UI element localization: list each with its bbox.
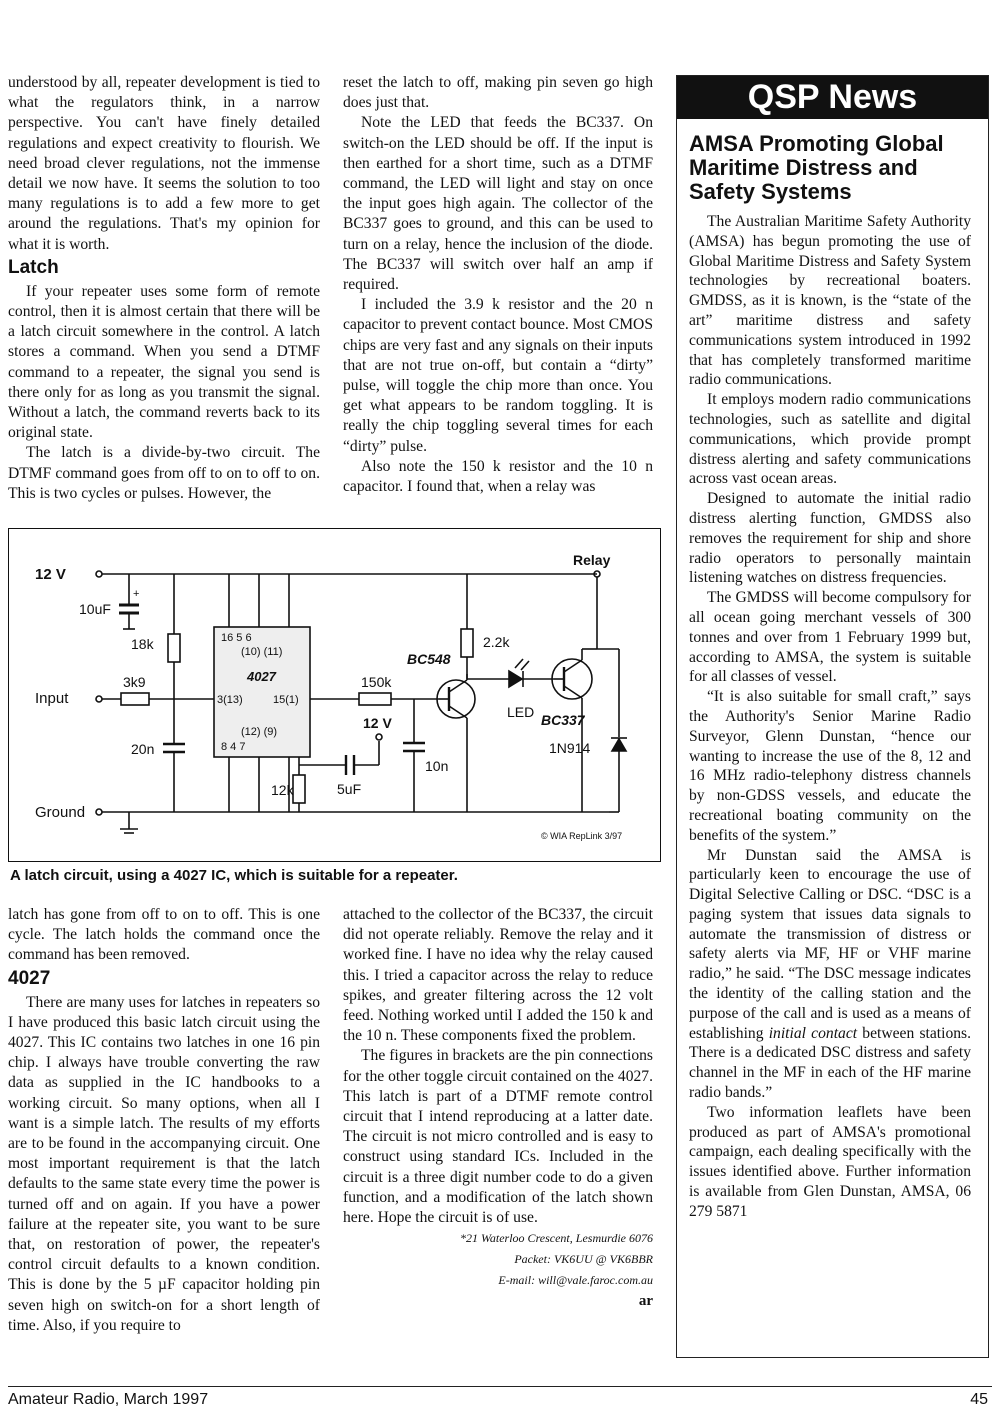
label-1n914: 1N914 xyxy=(549,740,591,756)
section-heading-4027: 4027 xyxy=(8,967,51,989)
text-run: Mr Dunstan said the AMSA is particularly keen to encourage the use of Digital Selective Calling or DSC. “DSC is a paging system that issues data signals to automate the transmission of distress or safety alerts via MF, HF or VHF marine radio,” he said. “The DSC message indicates the identity of the calling station and the purpose of the call and is used as a means of establishing xyxy=(689,846,971,1042)
terminal-12v-b xyxy=(376,734,382,740)
author-address: *21 Waterloo Crescent, Lesmurdie 6076 xyxy=(460,1231,653,1246)
paragraph: Two information leaflets have been produced as part of AMSA's promotional campaign, each dealing specifically with the issues identified above. Further information is available from Glen Dunstan, AMSA, 06 279 5871 xyxy=(689,1103,971,1220)
publication-footer: Amateur Radio, March 1997 xyxy=(8,1391,209,1408)
terminal-12v xyxy=(96,571,102,577)
paragraph: The latch is a divide-by-two circuit. The DTMF command goes from off to on to off to on. This is two cycles or pulses. However, the xyxy=(8,444,320,502)
news-headline: AMSA Promoting Global Maritime Distress and Safety Systems xyxy=(689,131,944,204)
paragraph xyxy=(689,846,971,1103)
ic-pin-labels: 15(1) xyxy=(273,694,299,706)
paragraph: “It is also suitable for small craft,” says the Authority's Senior Marine Radio Surveyor, Glenn Dunstan, “hence our wanting to increase the use of the 8, 12 and 16 MHz radio-telephony distress channels by non-GDSS vessels, and educate the recreational boating community on the benefits of the system.” xyxy=(689,688,971,844)
label-bc548: BC548 xyxy=(407,651,451,667)
paragraph: The GMDSS will become compulsory for all ocean going merchant vessels of 300 tonnes and over from 1 February 1999 but, according to AMSA, the system is suitable for all classes of vessel. xyxy=(689,589,971,686)
emphasis-text: initial contact xyxy=(768,1024,858,1042)
circuit-diagram xyxy=(8,528,661,862)
ic-pin-labels: 16 5 6 xyxy=(221,632,252,644)
led-symbol xyxy=(509,671,522,687)
paragraph: latch has gone from off to on to off. This is one cycle. The latch holds the command once the command has been removed. xyxy=(8,906,320,964)
paragraph: The Australian Maritime Safety Authority (AMSA) has begun promoting the use of Global Maritime Distress and Safety System technologies by recreational boaters. GMDSS, as it is known, is the “state of the art” maritime distress and safety communications system introduced in 1992 that has completely transformed maritime radio communications. xyxy=(689,213,971,389)
label-12v: 12 V xyxy=(35,566,66,583)
page-number: 45 xyxy=(970,1391,988,1408)
section-heading-latch: Latch xyxy=(8,256,59,278)
terminal-input xyxy=(96,696,102,702)
paragraph: It employs modern radio communications technologies, such as satellite and digital communications, which provide prompt distress alerting and safety communications across vast ocean areas. xyxy=(689,391,971,488)
author-email: E-mail: will@vale.faroc.com.au xyxy=(498,1273,653,1288)
label-10n: 10n xyxy=(425,758,449,774)
ic-pin-labels: 3(13) xyxy=(217,694,243,706)
article-column-2 xyxy=(343,73,653,497)
paragraph: understood by all, repeater development is tied to what the regulators think, in a narrow perspective. You can't have finely detailed regulations and expect creativity to flourish. We need broad clever regulations, not the immense detail we now have. It seems the solution to too many regulations is to add a few more to get around the regulations. That's my opinion for what it is worth. xyxy=(8,74,320,253)
paragraph: There are many uses for latches in repeaters so I have produced this basic latch circuit using the 4027. This IC contains two latches in one 16 pin chip. I always have trouble converting the raw data as supplied in the IC handbooks to a working circuit. So many options, when all I want is a simple latch. The results of my efforts are to be found in the accompanying circuit. One most important requirement is that the latch defaults to the same state every time the power is turned off and on again. If you have a power failure at the repeater site, you want to be sure that, on restoration of power, the repeater's control circuit defaults to a known condition. This is done by the 5 µF capacitor holding pin seven high on switch-on for a short length of time. Also, if you require to xyxy=(8,993,320,1334)
label-12k: 12k xyxy=(271,782,294,798)
figure-copyright: © WIA RepLink 3/97 xyxy=(541,831,623,841)
qsp-news-banner: QSP News xyxy=(677,76,988,119)
label-20n: 20n xyxy=(131,741,155,757)
paragraph: The figures in brackets are the pin connections for the other toggle circuit contained on the 4027. This latch is part of a DTMF remote control circuit that I intend reproducing at a latter date. The circuit is not micro controlled and is easy to construct using standard ICs. Included in the circuit is a three digit number code to do a given function, and a modification of the latch shown here. Hope the circuit is of use. xyxy=(343,1047,653,1227)
diode-symbol xyxy=(612,739,626,751)
label-10uf: 10uF xyxy=(79,601,111,617)
ic-name: 4027 xyxy=(247,669,276,684)
label-input: Input xyxy=(35,690,69,707)
article-column-4 xyxy=(343,905,653,1311)
paragraph: Note the LED that feeds the BC337. On switch-on the LED should be off. If the input is then earthed for a short time, such as a DTMF command, the LED will light and stay on once the input goes high again. The collector of the BC337 goes to ground, and this can be used to turn on a relay, hence the inclusion of the diode. The BC337 will switch over half an amp if required. xyxy=(343,114,653,294)
label-ground: Ground xyxy=(35,804,86,821)
ic-pin-labels: 8 4 7 xyxy=(221,741,246,753)
paragraph: Also note the 150 k resistor and the 10 n capacitor. I found that, when a relay was xyxy=(343,457,653,496)
paragraph: I included the 3.9 k resistor and the 20 n capacitor to prevent contact bounce. Most CMOS chips are very fast and any signals on their inputs that are not true on-off, but contain a “dirty” pulse, will toggle the chip more than once. You get what appears to be random toggling. It is really the chip toggling several times for each “dirty” pulse. xyxy=(343,296,653,455)
qsp-news-box xyxy=(676,75,989,1358)
label-2-2k: 2.2k xyxy=(483,634,510,650)
qsp-news-article xyxy=(689,132,971,1222)
ic-pin-labels: (10) (11) xyxy=(241,646,283,658)
label-12v-b: 12 V xyxy=(363,715,392,731)
ic-pin-labels: (12) (9) xyxy=(241,726,278,738)
paragraph: attached to the collector of the BC337, the circuit did not operate reliably. Remove the relay and it worked fine. I have no idea why the relay caused this. I tried a capacitor across the relay to reduce spikes, and greater filtering across the 12 volt feed. Nothing worked until I added the 150 k and the 10 n. These components fixed the problem. xyxy=(343,906,653,1045)
paragraph: Designed to automate the initial radio distress alerting function, GMDSS also removes the requirement for ship and shore radio operators to personally maintain listening watches on distress frequencies. xyxy=(689,490,971,587)
label-plus: + xyxy=(133,588,140,600)
label-18k: 18k xyxy=(131,636,154,652)
author-packet: Packet: VK6UU @ VK6BBR xyxy=(514,1252,653,1267)
schematic-svg xyxy=(9,529,659,860)
paragraph: reset the latch to off, making pin seven go high does just that. xyxy=(343,74,653,112)
paragraph: If your repeater uses some form of remote control, then it is almost certain that there will be a latch circuit somewhere in the control. A latch stores a command. When you send a DTMF command to a repeater, the signal you send is there only for as long as you transmit the signal. Without a latch, the command reverts back to its original state. xyxy=(8,282,320,442)
terminal-ground xyxy=(96,809,102,815)
figure-caption: A latch circuit, using a 4027 IC, which is suitable for a repeater. xyxy=(10,867,458,884)
label-led: LED xyxy=(507,704,535,720)
footer-rule xyxy=(8,1386,992,1387)
text-run: between stations. There is a dedicated DSC distress and safety channel in the MF in each of the HF marine radio bands.” xyxy=(689,1024,972,1102)
label-3k9: 3k9 xyxy=(123,674,146,690)
article-column-3 xyxy=(8,905,320,1336)
article-column-1 xyxy=(8,73,320,504)
label-5uf: 5uF xyxy=(337,781,362,797)
label-bc337: BC337 xyxy=(541,712,585,728)
label-relay: Relay xyxy=(573,552,611,568)
end-mark: ar xyxy=(638,1293,653,1310)
label-150k: 150k xyxy=(361,674,392,690)
